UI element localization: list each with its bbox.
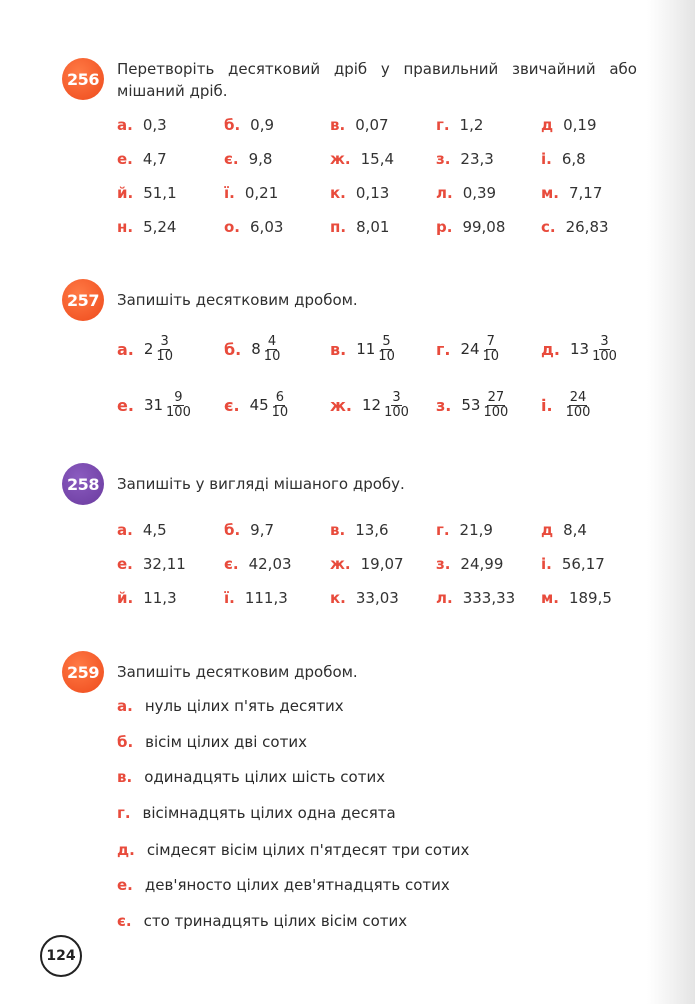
grid-item: б. 9,7: [224, 521, 275, 539]
exercise-instruction: Запишіть десятковим дробом.: [117, 291, 358, 309]
exercise-number-badge: 259: [62, 651, 104, 693]
list-item: д. сімдесят вісім цілих п'ятдесят три сотих: [117, 841, 470, 859]
grid-item: б. 8 $\frac{4}{10}$: [224, 333, 281, 364]
grid-item: з. 23,3: [436, 150, 494, 168]
grid-item: а. 2 $\frac{3}{10}$: [117, 333, 173, 364]
grid-item: л. 333,33: [436, 589, 516, 607]
grid-item: л. 0,39: [436, 184, 497, 202]
grid-item: н. 5,24: [117, 218, 177, 236]
grid-item: ї. 111,3: [224, 589, 288, 607]
grid-item: д. 13 $\frac{3}{100}$: [541, 333, 617, 364]
grid-item: а. 4,5: [117, 521, 167, 539]
grid-item: а. 0,3: [117, 116, 167, 134]
grid-item: р. 99,08: [436, 218, 506, 236]
grid-item: м. 7,17: [541, 184, 603, 202]
grid-item: к. 0,13: [330, 184, 390, 202]
grid-item: б. 0,9: [224, 116, 275, 134]
exercise-instruction: Запишіть у вигляді мішаного дробу.: [117, 475, 405, 493]
page-edge-shadow: [647, 0, 695, 1004]
grid-item: й. 11,3: [117, 589, 177, 607]
grid-item: в. 0,07: [330, 116, 389, 134]
grid-item: й. 51,1: [117, 184, 177, 202]
grid-item: е. 4,7: [117, 150, 167, 168]
exercise-number-badge: 258: [62, 463, 104, 505]
exercise-number-badge: 256: [62, 58, 104, 100]
list-item: г. вісімнадцять цілих одна десята: [117, 804, 396, 822]
exercise-instruction: Перетворіть десятковий дріб у правильний звичайний або мішаний дріб.: [117, 60, 637, 100]
grid-item: і. 56,17: [541, 555, 605, 573]
grid-item: г. 21,9: [436, 521, 493, 539]
grid-item: г. 1,2: [436, 116, 484, 134]
exercise-instruction: Запишіть десятковим дробом.: [117, 663, 358, 681]
grid-item: ж. 12 $\frac{3}{100}$: [330, 389, 409, 420]
list-item: в. одинадцять цілих шість сотих: [117, 768, 386, 786]
grid-item: є. 45 $\frac{6}{10}$: [224, 389, 289, 420]
exercise-number-badge: 257: [62, 279, 104, 321]
grid-item: о. 6,03: [224, 218, 284, 236]
grid-item: і. 6,8: [541, 150, 586, 168]
grid-item: г. 24 $\frac{7}{10}$: [436, 333, 500, 364]
grid-item: м. 189,5: [541, 589, 612, 607]
grid-item: в. 13,6: [330, 521, 389, 539]
grid-item: з. 24,99: [436, 555, 504, 573]
list-item: а. нуль цілих п'ять десятих: [117, 697, 344, 715]
grid-item: є. 9,8: [224, 150, 273, 168]
grid-item: ж. 15,4: [330, 150, 395, 168]
grid-item: і. $\frac{24}{100}$: [541, 389, 591, 420]
grid-item: е. 32,11: [117, 555, 186, 573]
grid-item: ї. 0,21: [224, 184, 279, 202]
grid-item: ж. 19,07: [330, 555, 404, 573]
grid-item: в. 11 $\frac{5}{10}$: [330, 333, 395, 364]
grid-item: с. 26,83: [541, 218, 609, 236]
grid-item: д 8,4: [541, 521, 587, 539]
page-number: 124: [40, 935, 82, 977]
grid-item: п. 8,01: [330, 218, 390, 236]
grid-item: к. 33,03: [330, 589, 399, 607]
grid-item: є. 42,03: [224, 555, 292, 573]
list-item: е. дев'яносто цілих дев'ятнадцять сотих: [117, 876, 450, 894]
grid-item: д 0,19: [541, 116, 597, 134]
grid-item: з. 53 $\frac{27}{100}$: [436, 389, 509, 420]
grid-item: е. 31 $\frac{9}{100}$: [117, 389, 191, 420]
list-item: є. сто тринадцять цілих вісім сотих: [117, 912, 408, 930]
list-item: б. вісім цілих дві сотих: [117, 733, 307, 751]
